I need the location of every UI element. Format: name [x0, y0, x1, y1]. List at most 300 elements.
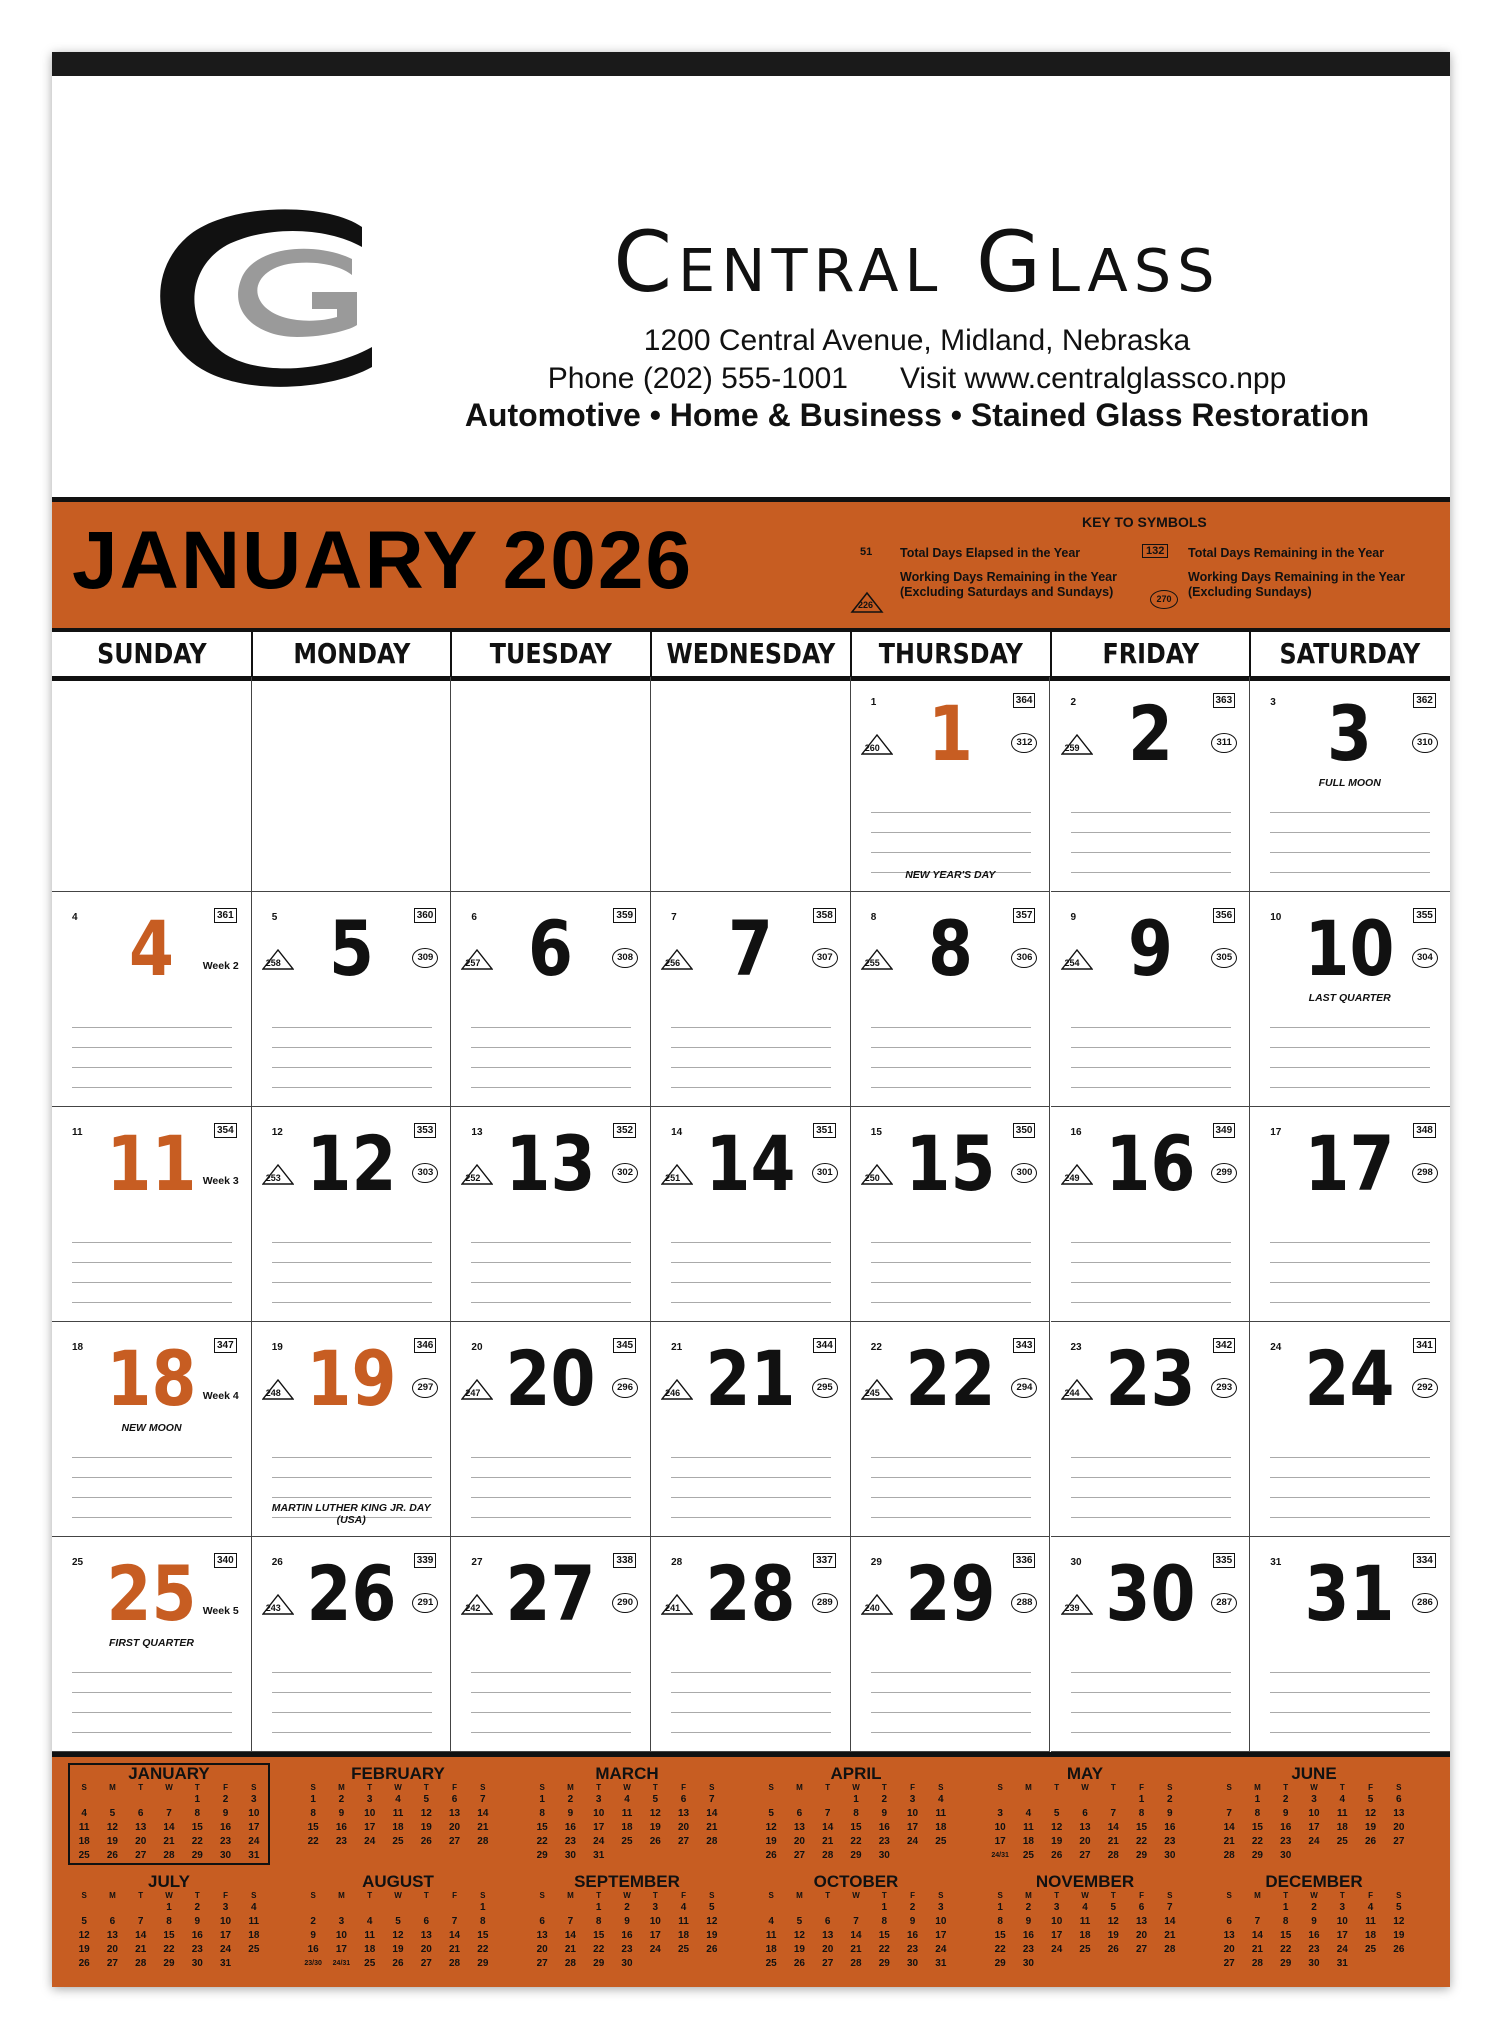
mini-day: 10 — [1051, 1916, 1063, 1927]
mini-weekday-letter: F — [910, 1891, 915, 1900]
writing-lines — [1071, 1438, 1231, 1518]
writing-line — [72, 1263, 232, 1283]
mini-day: 1 — [166, 1902, 172, 1913]
mini-week-row — [986, 1943, 1184, 1957]
days-remaining: 344 — [813, 1338, 836, 1353]
writing-line — [671, 1498, 831, 1518]
mini-day: 3 — [652, 1902, 659, 1913]
days-elapsed: 31 — [1270, 1557, 1282, 1568]
day-number: 25 — [106, 1549, 197, 1638]
working-days-circle: 292 — [1412, 1378, 1438, 1398]
mini-week-row — [528, 1957, 726, 1971]
days-elapsed: 3 — [1270, 697, 1276, 708]
mini-day: 4 — [395, 1794, 401, 1805]
working-days-triangle-value: 250 — [864, 1173, 880, 1183]
mini-weekday-letter: M — [1025, 1891, 1032, 1900]
mini-day: 31 — [248, 1850, 260, 1861]
mini-day: 13 — [135, 1822, 147, 1833]
mini-day: 10 — [935, 1916, 947, 1927]
mini-day: 5 — [423, 1794, 430, 1805]
writing-lines — [471, 1653, 631, 1733]
mini-day: 23 — [1022, 1944, 1034, 1955]
writing-lines — [1270, 1438, 1430, 1518]
mini-day: 22 — [163, 1944, 175, 1955]
working-days-triangle-value: 245 — [864, 1388, 880, 1398]
day-number: 9 — [1127, 904, 1173, 993]
mini-day: 17 — [335, 1944, 347, 1955]
writing-line — [471, 1438, 631, 1458]
writing-lines — [471, 1008, 631, 1088]
mini-day: 27 — [106, 1958, 118, 1969]
mini-week-row — [986, 1915, 1184, 1929]
mini-day — [757, 1793, 785, 1807]
day-cell-18 — [52, 1322, 252, 1537]
days-remaining: 364 — [1013, 693, 1036, 708]
writing-line — [72, 1478, 232, 1498]
mini-day: 10 — [364, 1808, 376, 1819]
mini-day: 4 — [366, 1916, 373, 1927]
working-days-circle: 289 — [812, 1593, 838, 1613]
mini-day: 4 — [251, 1902, 257, 1913]
mini-day: 24 — [219, 1944, 232, 1955]
mini-month-title: JANUARY — [128, 1764, 210, 1783]
days-elapsed: 2 — [1070, 697, 1077, 708]
mini-weekday-letter: F — [681, 1783, 686, 1792]
mini-day: 5 — [109, 1808, 116, 1819]
mini-day: 20 — [135, 1836, 147, 1847]
mini-day: 11 — [765, 1930, 777, 1941]
mini-day — [1156, 1957, 1184, 1971]
working-days-circle: 296 — [612, 1378, 638, 1398]
mini-day: 2 — [1282, 1794, 1289, 1805]
day-cell-5 — [252, 892, 452, 1107]
writing-lines — [871, 1008, 1031, 1088]
mini-day: 17 — [219, 1930, 232, 1941]
mini-day: 12 — [706, 1916, 718, 1927]
weekday-separator — [251, 632, 253, 676]
writing-line — [1270, 1243, 1430, 1263]
mini-day — [1099, 1957, 1127, 1971]
mini-day: 14 — [477, 1808, 489, 1819]
mini-day: 7 — [567, 1916, 574, 1927]
mini-day: 23 — [878, 1836, 890, 1847]
mini-day — [127, 1901, 155, 1915]
days-remaining: 341 — [1413, 1338, 1436, 1353]
writing-line — [1270, 1458, 1430, 1478]
mini-day: 13 — [536, 1930, 548, 1941]
day-cell-11 — [52, 1107, 252, 1322]
mini-day: 27 — [420, 1958, 432, 1969]
writing-line — [471, 1283, 631, 1303]
mini-day: 15 — [1251, 1822, 1263, 1833]
writing-line — [471, 1068, 631, 1088]
days-remaining: 360 — [414, 908, 437, 923]
writing-line — [272, 1048, 432, 1068]
mini-day: 19 — [1051, 1836, 1063, 1847]
writing-line — [1071, 1008, 1231, 1028]
working-days-circle: 288 — [1011, 1593, 1037, 1613]
working-days-circle: 290 — [612, 1593, 638, 1613]
writing-line — [72, 1243, 232, 1263]
day-number: 20 — [505, 1334, 596, 1423]
writing-line — [272, 1713, 432, 1733]
working-days-circle: 303 — [412, 1163, 438, 1183]
mini-day: 14 — [1164, 1916, 1176, 1927]
day-cell-14 — [651, 1107, 851, 1322]
writing-line — [1071, 1048, 1231, 1068]
mini-day: 14 — [1251, 1930, 1263, 1941]
mini-weekday-letter: W — [852, 1891, 860, 1900]
mini-day: 28 — [135, 1958, 147, 1969]
mini-day: 23 — [1280, 1836, 1292, 1847]
mini-day: 29 — [163, 1958, 175, 1969]
writing-line — [671, 1263, 831, 1283]
days-remaining: 351 — [813, 1123, 836, 1138]
writing-lines — [1270, 1008, 1430, 1088]
writing-line — [671, 1713, 831, 1733]
mini-day: 10 — [1336, 1916, 1348, 1927]
mini-day: 14 — [564, 1930, 576, 1941]
mini-day: 9 — [909, 1916, 916, 1927]
day-cell-15 — [851, 1107, 1051, 1322]
mini-day: 28 — [850, 1958, 862, 1969]
writing-lines — [1071, 1653, 1231, 1733]
day-cell-28 — [651, 1537, 851, 1752]
working-days-circle: 308 — [612, 948, 638, 968]
mini-day: 28 — [1164, 1944, 1176, 1955]
mini-day: 21 — [163, 1836, 175, 1847]
weekday-header — [52, 628, 1450, 681]
mini-weekday-letter: T — [138, 1891, 144, 1900]
mini-month-title: MAY — [1066, 1764, 1104, 1783]
mini-day: 14 — [850, 1930, 862, 1941]
mini-day: 5 — [1396, 1902, 1402, 1913]
working-days-triangle-value: 248 — [265, 1388, 281, 1398]
mini-day — [299, 1901, 327, 1915]
mini-day: 19 — [106, 1836, 118, 1847]
mini-day: 12 — [1051, 1822, 1063, 1833]
mini-day: 28 — [1107, 1850, 1119, 1861]
days-elapsed: 21 — [671, 1342, 683, 1353]
mini-day: 9 — [1311, 1916, 1317, 1927]
mini-calendars-band — [52, 1752, 1450, 1987]
writing-line — [272, 1263, 432, 1283]
working-days-circle: 287 — [1211, 1593, 1237, 1613]
mini-day: 12 — [420, 1808, 432, 1819]
writing-line — [1071, 1693, 1231, 1713]
days-elapsed: 15 — [870, 1127, 882, 1138]
mini-day: 13 — [793, 1822, 805, 1833]
mini-day: 26 — [793, 1958, 805, 1969]
mini-week-row — [70, 1849, 268, 1863]
mini-week-row — [1215, 1915, 1413, 1929]
mini-day: 31 — [935, 1958, 947, 1969]
mini-weekday-letter: W — [1081, 1891, 1089, 1900]
mini-day: 16 — [1164, 1822, 1176, 1833]
mini-weekday-letter: S — [480, 1783, 486, 1792]
working-days-circle: 293 — [1211, 1378, 1237, 1398]
mini-weekday-letter: W — [394, 1891, 402, 1900]
mini-day: 26 — [1107, 1944, 1119, 1955]
moon-phase-note: FIRST QUARTER — [109, 1637, 194, 1649]
mini-weekday-header — [299, 1783, 497, 1793]
days-remaining: 337 — [813, 1553, 836, 1568]
mini-day: 7 — [451, 1916, 458, 1927]
mini-week-row — [757, 1807, 955, 1821]
mini-day: 25 — [765, 1958, 777, 1969]
mini-calendar-june — [1215, 1765, 1413, 1863]
mini-day: 22 — [1251, 1836, 1263, 1847]
mini-day: 22 — [1280, 1944, 1292, 1955]
working-days-triangle-value: 253 — [265, 1173, 281, 1183]
mini-day: 18 — [765, 1944, 777, 1955]
writing-line — [1071, 1223, 1231, 1243]
mini-day: 18 — [248, 1930, 260, 1941]
mini-day: 11 — [935, 1808, 947, 1819]
mini-day: 13 — [1223, 1930, 1235, 1941]
mini-day: 23 — [191, 1944, 203, 1955]
mini-day: 4 — [938, 1794, 944, 1805]
mini-day: 21 — [1107, 1836, 1119, 1847]
mini-day: 6 — [680, 1794, 687, 1805]
mini-day: 12 — [1107, 1916, 1119, 1927]
mini-weekday-letter: S — [768, 1891, 774, 1900]
mini-day — [986, 1793, 1014, 1807]
mini-day: 31 — [1336, 1958, 1348, 1969]
working-days-triangle-value: 258 — [265, 958, 281, 968]
mini-week-row — [70, 1835, 268, 1849]
mini-day: 11 — [1079, 1916, 1091, 1927]
days-remaining: 355 — [1413, 908, 1436, 923]
mini-day: 26 — [649, 1836, 661, 1847]
mini-day: 25 — [935, 1836, 947, 1847]
mini-day: 17 — [593, 1822, 605, 1833]
mini-weekday-letter: S — [1396, 1891, 1402, 1900]
day-number: 1 — [927, 689, 973, 778]
days-elapsed: 29 — [870, 1557, 882, 1568]
mini-week-row — [986, 1957, 1184, 1971]
writing-line — [871, 1713, 1031, 1733]
mini-day: 11 — [364, 1930, 375, 1941]
day-cell — [451, 677, 651, 892]
mini-day: 5 — [1110, 1902, 1117, 1913]
mini-day — [240, 1957, 268, 1971]
day-cell-20 — [451, 1322, 651, 1537]
mini-day: 29 — [878, 1958, 890, 1969]
day-cell-12 — [252, 1107, 452, 1322]
writing-line — [1071, 1458, 1231, 1478]
day-cell-13 — [451, 1107, 651, 1322]
company-website: Visit www.centralglassco.npp — [899, 362, 1287, 395]
mini-day — [785, 1901, 813, 1915]
day-number: 4 — [129, 904, 174, 993]
days-remaining: 363 — [1213, 693, 1236, 708]
mini-day: 2 — [194, 1902, 201, 1913]
mini-week-row — [70, 1957, 268, 1971]
weekday-friday: FRIDAY — [1102, 637, 1199, 670]
mini-calendar-march — [528, 1765, 726, 1863]
mini-day: 9 — [338, 1808, 345, 1819]
moon-phase-note: NEW MOON — [121, 1422, 182, 1434]
day-number: 15 — [905, 1119, 996, 1208]
writing-line — [871, 1008, 1031, 1028]
days-remaining: 348 — [1413, 1123, 1436, 1138]
mini-day: 21 — [822, 1836, 834, 1847]
writing-line — [671, 1048, 831, 1068]
writing-line — [871, 1458, 1031, 1478]
day-number: 22 — [905, 1334, 996, 1423]
writing-lines — [72, 1438, 232, 1518]
writing-line — [471, 1243, 631, 1263]
writing-lines — [272, 1653, 432, 1733]
mini-weekday-letter: F — [452, 1783, 457, 1792]
days-remaining: 346 — [414, 1338, 437, 1353]
days-remaining: 361 — [214, 908, 237, 923]
mini-day: 23 — [564, 1836, 576, 1847]
writing-line — [1270, 1068, 1430, 1088]
writing-line — [272, 1653, 432, 1673]
mini-week-row — [299, 1957, 497, 1971]
days-elapsed: 9 — [1070, 912, 1077, 923]
month-title: JANUARY 2026 — [72, 515, 694, 606]
mini-weekday-letter: S — [997, 1783, 1003, 1792]
writing-line — [72, 1223, 232, 1243]
mini-weekday-letter: F — [681, 1891, 686, 1900]
working-days-circle: 298 — [1412, 1163, 1438, 1183]
days-remaining: 335 — [1213, 1553, 1236, 1568]
mini-day — [1043, 1793, 1071, 1807]
mini-day: 1 — [1138, 1794, 1145, 1805]
writing-line — [72, 1028, 232, 1048]
mini-day: 29 — [994, 1958, 1006, 1969]
day-number: 26 — [306, 1549, 397, 1638]
company-services: Automotive • Home & Business • Stained Glass Restoration — [464, 397, 1370, 433]
mini-day: 12 — [649, 1808, 661, 1819]
mini-day — [1071, 1957, 1099, 1971]
day-number: 30 — [1105, 1549, 1195, 1638]
mini-day — [127, 1793, 155, 1807]
mini-day: 6 — [137, 1808, 144, 1819]
mini-week-row — [757, 1915, 955, 1929]
mini-day: 9 — [194, 1916, 201, 1927]
days-remaining: 342 — [1213, 1338, 1236, 1353]
mini-weekday-header — [70, 1783, 268, 1793]
writing-lines — [72, 1223, 232, 1303]
mini-day: 2 — [1311, 1902, 1317, 1913]
mini-day — [1300, 1849, 1328, 1863]
writing-line — [871, 1283, 1031, 1303]
mini-day: 6 — [1226, 1916, 1232, 1927]
mini-day: 29 — [1280, 1958, 1292, 1969]
day-number: 10 — [1304, 904, 1395, 993]
mini-day: 29 — [1135, 1850, 1148, 1861]
mini-day — [927, 1849, 955, 1863]
mini-day — [814, 1793, 842, 1807]
mini-day: 3 — [909, 1794, 916, 1805]
mini-day: 7 — [853, 1916, 859, 1927]
writing-line — [871, 1478, 1031, 1498]
mini-month-title: MARCH — [595, 1764, 659, 1783]
day-cell-27 — [451, 1537, 651, 1752]
mini-day: 18 — [1079, 1930, 1091, 1941]
mini-month-title: JULY — [148, 1872, 190, 1891]
mini-calendar-september — [528, 1873, 726, 1971]
writing-line — [871, 1263, 1031, 1283]
mini-day: 12 — [78, 1930, 90, 1941]
mini-day: 8 — [595, 1916, 602, 1927]
mini-day: 8 — [310, 1808, 316, 1819]
mini-weekday-header — [757, 1891, 955, 1901]
mini-day: 8 — [1254, 1808, 1261, 1819]
mini-weekday-letter: M — [1025, 1783, 1032, 1792]
day-cell-16 — [1051, 1107, 1251, 1322]
mini-day: 7 — [166, 1808, 172, 1819]
days-elapsed: 27 — [471, 1557, 483, 1568]
mini-weekday-header — [1215, 1783, 1413, 1793]
mini-week-row — [70, 1915, 268, 1929]
mini-day: 17 — [994, 1836, 1006, 1847]
mini-day: 9 — [1025, 1916, 1032, 1927]
writing-line — [671, 1478, 831, 1498]
mini-day: 24 — [649, 1944, 661, 1955]
mini-day: 27 — [448, 1836, 461, 1847]
mini-week-row — [70, 1807, 268, 1821]
mini-weekday-letter: S — [480, 1891, 486, 1900]
mini-weekday-letter: W — [623, 1783, 631, 1792]
mini-day: 17 — [248, 1822, 260, 1833]
mini-day: 5 — [395, 1916, 401, 1927]
mini-day — [669, 1849, 697, 1863]
mini-day — [556, 1901, 584, 1915]
mini-day: 11 — [1023, 1822, 1034, 1833]
mini-weekday-letter: S — [539, 1783, 545, 1792]
mini-day: 1 — [595, 1902, 602, 1913]
mini-day: 14 — [706, 1808, 718, 1819]
mini-weekday-letter: T — [423, 1891, 429, 1900]
mini-weekday-letter: S — [1226, 1891, 1232, 1900]
writing-lines — [671, 1223, 831, 1303]
writing-lines — [1071, 1223, 1231, 1303]
mini-weekday-letter: F — [223, 1783, 228, 1792]
mini-day: 27 — [822, 1958, 834, 1969]
mini-week-row — [757, 1929, 955, 1943]
writing-line — [272, 1283, 432, 1303]
mini-calendar-may — [986, 1765, 1184, 1863]
mini-day — [412, 1901, 440, 1915]
mini-day: 23 — [335, 1836, 347, 1847]
days-remaining: 356 — [1213, 908, 1236, 923]
mini-day: 24/31 — [332, 1960, 351, 1967]
writing-line — [671, 1028, 831, 1048]
mini-day: 3 — [251, 1794, 257, 1805]
writing-line — [1270, 1478, 1430, 1498]
mini-day: 18 — [1364, 1930, 1377, 1941]
mini-weekday-letter: F — [1139, 1783, 1144, 1792]
mini-day: 27 — [1135, 1944, 1148, 1955]
days-remaining: 362 — [1413, 693, 1436, 708]
mini-day: 10 — [649, 1916, 661, 1927]
writing-line — [671, 1068, 831, 1088]
working-days-triangle-value: 243 — [265, 1603, 281, 1613]
company-address: 1200 Central Avenue, Midland, Nebraska — [643, 324, 1191, 357]
mini-day: 21 — [1251, 1944, 1263, 1955]
writing-line — [272, 1438, 432, 1458]
calendar-sheet — [52, 52, 1450, 1987]
mini-day: 3 — [997, 1808, 1003, 1819]
weekday-separator — [450, 632, 452, 676]
mini-weekday-letter: T — [138, 1783, 144, 1792]
writing-line — [272, 1478, 432, 1498]
